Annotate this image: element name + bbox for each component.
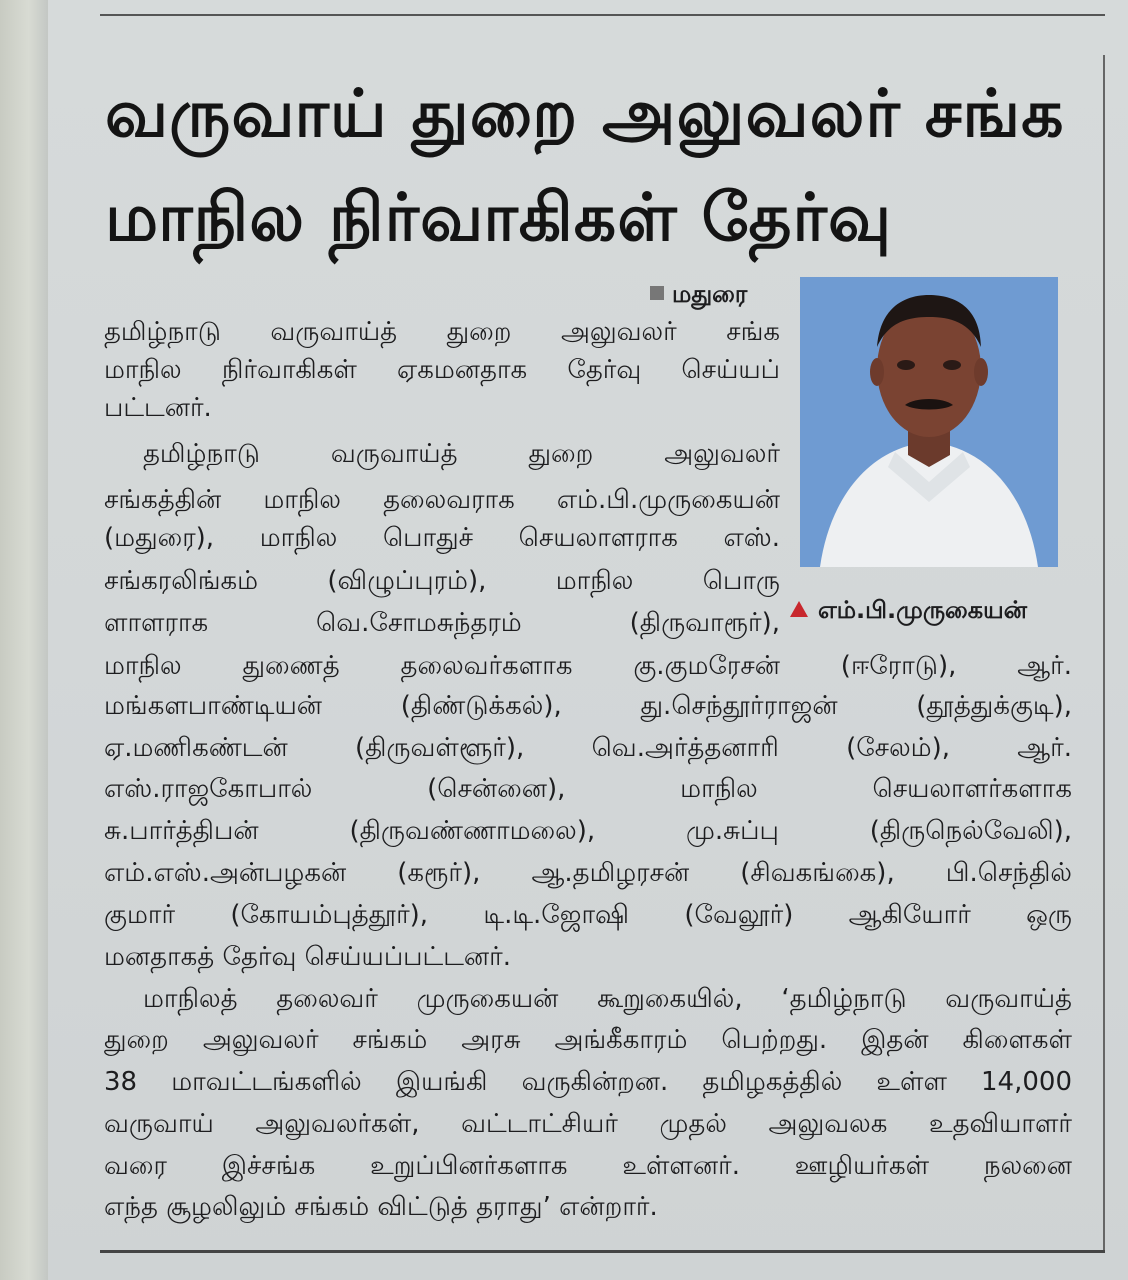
body-line: தமிழ்நாடு வருவாய்த் துறை அலுவலர் [143,439,780,469]
body-line: மனதாகத் தேர்வு செய்யப்பட்டனர். [104,942,511,972]
body-line: ஏ.மணிகண்டன் (திருவள்ளூர்), வெ.அர்த்தனாரி (சேலம்), ஆர். [104,733,1072,763]
body-line: தமிழ்நாடு வருவாய்த் துறை அலுவலர் சங்க [104,317,780,347]
body-line: ளாளராக வெ.சோமசுந்தரம் (திருவாரூர்), [104,608,780,638]
photo-caption [790,596,1027,627]
body-line: சங்கரலிங்கம் (விழுப்புரம்), மாநில பொரு [104,566,780,596]
body-line: சு.பார்த்திபன் (திருவண்ணாமலை), மு.சுப்பு (திருநெல்வேலி), [104,816,1072,846]
bottom-rule [100,1250,1105,1253]
body-line: மாநில நிர்வாகிகள் ஏகமனதாக தேர்வு செய்யப் [104,355,780,385]
body-line: (மதுரை), மாநில பொதுச் செயலாளராக எஸ். [104,523,780,553]
portrait-photo [800,277,1058,567]
headline-line-1: வருவாய் துறை அலுவலர் சங்க [105,75,1065,152]
body-line: குமார் (கோயம்புத்தூர்), டி.டி.ஜோஷி (வேலூர்) ஆகியோர் ஒரு [104,900,1072,930]
body-line: வருவாய் அலுவலர்கள், வட்டாட்சியர் முதல் அலுவலக உதவியாளர் [104,1109,1072,1139]
adjacent-page-edge [0,0,48,1280]
body-line: மங்களபாண்டியன் (திண்டுக்கல்), து.செந்தூர்ராஜன் (தூத்துக்குடி), [104,691,1072,721]
triangle-marker-icon [790,601,808,617]
body-line: எம்.எஸ்.அன்பழகன் (கரூர்), ஆ.தமிழரசன் (சிவகங்கை), பி.செந்தில் [104,858,1072,888]
body-line: மாநில துணைத் தலைவர்களாக கு.குமரேசன் (ஈரோடு), ஆர். [104,651,1072,681]
top-rule [100,14,1105,16]
body-line: பட்டனர். [104,393,212,423]
dateline [650,280,747,311]
body-line: 38 மாவட்டங்களில் இயங்கி வருகின்றன. தமிழகத்தில் உள்ள 14,000 [104,1067,1072,1097]
headline [105,62,1105,270]
body-line: எந்த சூழலிலும் சங்கம் விட்டுத் தராது’ என்றார். [104,1192,658,1222]
headline-line-2: மாநில நிர்வாகிகள் தேர்வு [105,179,893,256]
body-line: துறை அலுவலர் சங்கம் அரசு அங்கீகாரம் பெற்றது. இதன் கிளைகள் [104,1025,1072,1055]
portrait-illustration [800,277,1058,567]
photo-caption-text: எம்.பி.முருகையன் [818,596,1027,624]
square-bullet-icon [650,286,664,300]
body-line: மாநிலத் தலைவர் முருகையன் கூறுகையில், ‘தமிழ்நாடு வருவாய்த் [143,984,1072,1014]
body-line: சங்கத்தின் மாநில தலைவராக எம்.பி.முருகையன் [104,485,780,515]
body-line: எஸ்.ராஜகோபால் (சென்னை), மாநில செயலாளர்களாக [104,774,1072,804]
body-line: வரை இச்சங்க உறுப்பினர்களாக உள்ளனர். ஊழியர்கள் நலனை [104,1151,1072,1181]
dateline-text: மதுரை [672,280,748,308]
